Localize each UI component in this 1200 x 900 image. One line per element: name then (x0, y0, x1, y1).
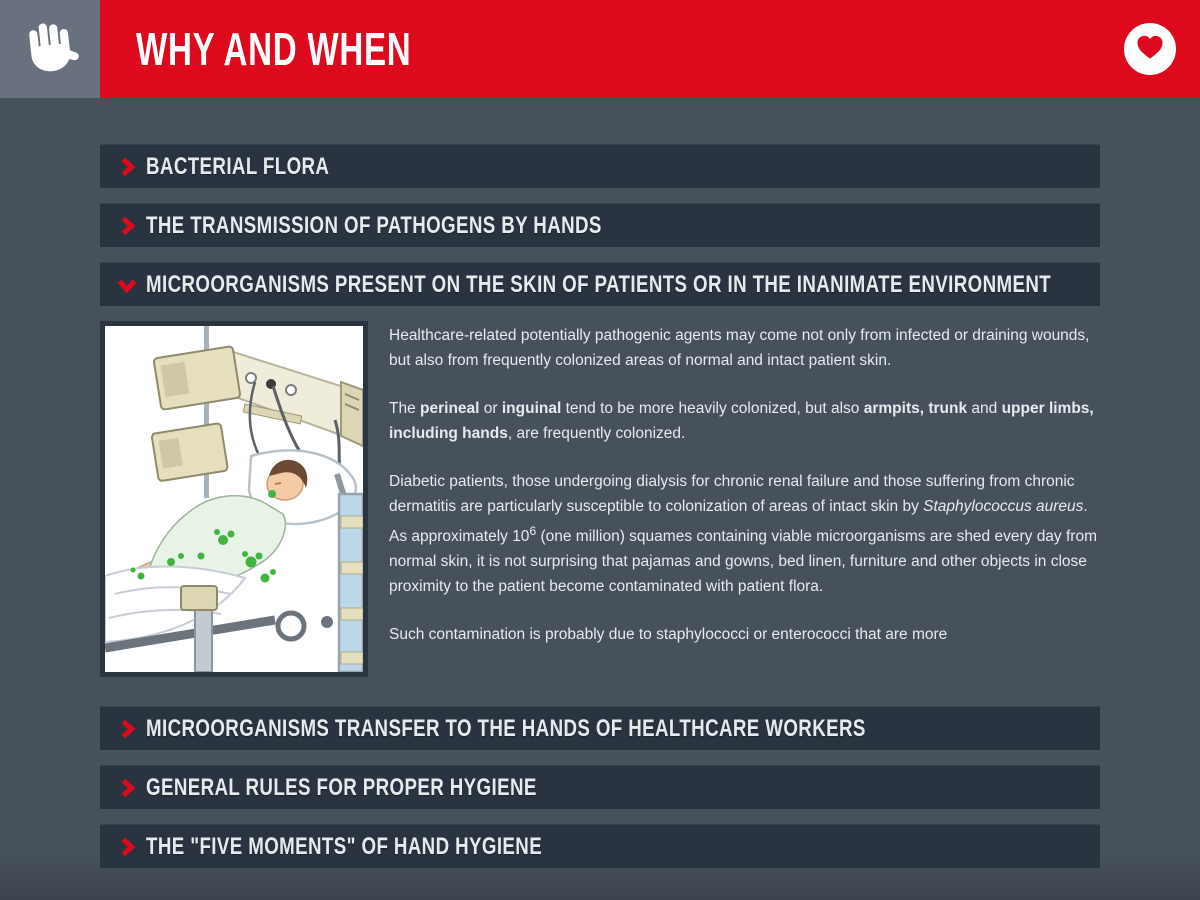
accordion-item-microorganisms-on-skin[interactable] (100, 262, 1100, 306)
chevron-right-icon (116, 777, 138, 799)
accordion-item-label: BACTERIAL FLORA (146, 152, 330, 180)
heart-icon (1135, 33, 1165, 66)
chevron-down-icon (116, 274, 138, 296)
accordion-item-general-rules[interactable] (100, 765, 1100, 809)
patient-bed-illustration (100, 321, 368, 677)
accordion-item-label: MICROORGANISMS TRANSFER TO THE HANDS OF HEALTHCARE WORKERS (146, 714, 866, 742)
hand-logo-box (0, 0, 100, 98)
accordion-item-transfer-to-hands[interactable] (100, 706, 1100, 750)
chevron-right-icon (116, 215, 138, 237)
header-bar (0, 0, 1200, 98)
panel-paragraph: Diabetic patients, those undergoing dialysis for chronic renal failure and those suffering from chronic dermatitis are particularly susceptible to colonization of areas of intact skin by Staphylococcus aureus. As approximately $10^6$ (one million) squames containing viable microorganisms are shed every day from normal skin, it is not surprising that pajamas and gowns, bed linen, furniture and other objects in close proximity to the patient become contaminated with patient flora. (389, 473, 1097, 596)
accordion-item-transmission-of-pathogens[interactable] (100, 203, 1100, 247)
accordion-item-label: GENERAL RULES FOR PROPER HYGIENE (146, 773, 537, 801)
panel-paragraph: Healthcare-related potentially pathogenic agents may come not only from infected or draining wounds, but also from frequently colonized areas of normal and intact patient skin. (389, 327, 1090, 369)
accordion-item-five-moments[interactable] (100, 824, 1100, 868)
accordion-item-label: THE "FIVE MOMENTS" OF HAND HYGIENE (146, 832, 543, 860)
panel-paragraph: The perineal or inguinal tend to be more heavily colonized, but also armpits, trunk and upper limbs, including hands, are frequently colonized. (389, 400, 1094, 442)
chevron-right-icon (116, 836, 138, 858)
hand-stop-icon (19, 16, 81, 83)
chevron-right-icon (116, 156, 138, 178)
accordion-item-bacterial-flora[interactable] (100, 144, 1100, 188)
panel-paragraph: Such contamination is probably due to staphylococci or enterococci that are more (389, 626, 948, 644)
title-bar (100, 0, 1200, 98)
accordion-item-label: THE TRANSMISSION OF PATHOGENS BY HANDS (146, 211, 602, 239)
chevron-right-icon (116, 718, 138, 740)
panel-paragraphs (368, 321, 1100, 670)
page-title: WHY AND WHEN (136, 23, 412, 75)
expanded-panel (100, 321, 1100, 699)
accordion-item-label: MICROORGANISMS PRESENT ON THE SKIN OF PATIENTS OR IN THE INANIMATE ENVIRONMENT (146, 270, 1052, 298)
accordion (100, 144, 1100, 883)
favorite-button[interactable] (1124, 23, 1176, 75)
